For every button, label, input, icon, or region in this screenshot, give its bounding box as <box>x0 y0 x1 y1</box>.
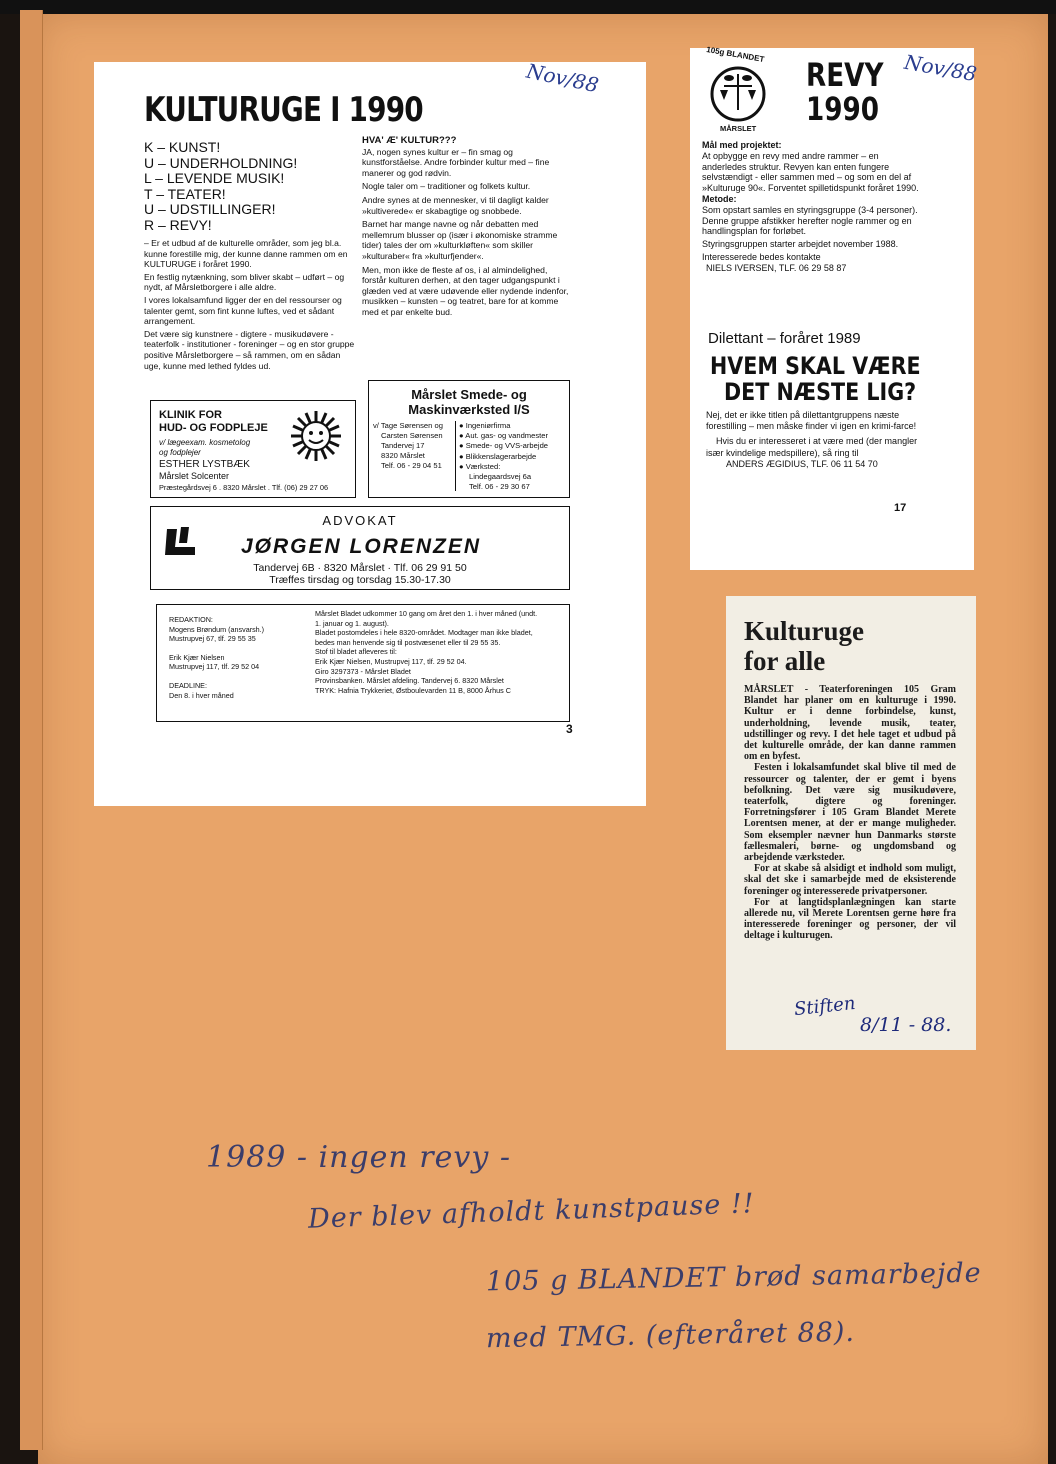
ad-line: og fodplejer <box>159 448 201 457</box>
colophon-line: 1. januar og 1. august). <box>315 618 389 628</box>
ad-line: Telf. 06 - 29 30 67 <box>469 482 530 492</box>
intro-column <box>144 238 356 371</box>
ad-line: ● Værksted: <box>459 461 501 471</box>
kulturuge-clipping <box>94 58 646 806</box>
headline: Kulturuge <box>744 616 865 646</box>
bullet-icon: ● <box>459 451 466 461</box>
paragraph: – Er et udbud af de kulturelle områder, som jeg bl.a. kunne forestille mig, der kunne danne rammen om en KULTURUGE i foråret 1990. <box>144 238 348 270</box>
paragraph: Andre synes at de mennesker, vi til dagligt kalder »kultiverede« er skabagtige og snobbede. <box>362 194 549 216</box>
revy-year: 1990 <box>806 90 880 128</box>
colophon-line <box>169 644 264 653</box>
bullet-icon: ● <box>459 421 466 430</box>
acrostic-line: R – REVY! <box>144 216 212 233</box>
smede-ad <box>368 380 570 498</box>
date-note: 8/11 - 88. <box>860 1014 952 1036</box>
ad-line: v/ Tage Sørensen og <box>373 421 443 430</box>
ad-title: KLINIK FOR <box>159 409 222 421</box>
colophon-left <box>169 615 264 700</box>
ad-title: HUD- OG FODPLEJE <box>159 422 268 434</box>
headline: for alle <box>744 646 826 676</box>
ad-line: ● Blikkenslagerarbejde <box>459 451 537 461</box>
method-heading: Metode: <box>702 193 737 204</box>
smede-contact <box>373 421 443 471</box>
colophon-line: Den 8. i hver måned <box>169 690 234 700</box>
colophon-line: TRYK: Hafnia Trykkeriet, Østboulevarden 11 B, 8000 Århus C <box>315 685 511 695</box>
paragraph: MÅRSLET - Teaterforeningen 105 Gram Blandet har planer om en kulturuge i 1990. Kultur er i denne forbindelse, kunst, underholdning, levende musik, teater, udstillinger og revy. I det hele taget et udbud på det kulturelle område, der kan danne rammen om en byfest. <box>744 684 956 763</box>
contact-name: ANDERS ÆGIDIUS, TLF. 06 11 54 70 <box>726 458 878 469</box>
handwritten-line: Der blev afholdt kunstpause !! <box>307 1188 756 1235</box>
ad-line: v/ lægeexam. kosmetolog <box>159 438 251 447</box>
clipping-title: KULTURUGE I 1990 <box>144 90 423 130</box>
acrostic-line: U – UDSTILLINGER! <box>144 201 276 217</box>
contact-text: Interesserede bedes kontakte <box>702 251 821 262</box>
ad-address: Tandervej 6B · 8320 Mårslet · Tlf. 06 29 91 50 <box>253 562 467 574</box>
bullet-icon: ● <box>459 441 466 451</box>
colophon-line: Bladet postomdeles i hele 8320-området. Modtager man ikke bladet, <box>315 628 533 638</box>
smede-divider <box>455 421 456 491</box>
handwritten-line: 1989 - ingen revy - <box>206 1140 511 1175</box>
newspaper-clipping <box>726 596 976 1050</box>
ad-line: Lindegaardsvej 6a <box>469 472 532 482</box>
column-heading: HVA' Æ' KULTUR??? <box>362 135 457 146</box>
ad-line: Tandervej 17 <box>381 441 425 450</box>
acrostic-line: U – UNDERHOLDNING! <box>144 154 298 171</box>
paragraph: For at langtidsplanlægningen kan starte allerede nu, vil Merete Lorentsen gerne høre fra interesserede foreninger og personer, der vil deltage i kulturugen. <box>744 896 956 942</box>
acrostic-line: L – LEVENDE MUSIK! <box>144 170 285 186</box>
dilettant-heading: Dilettant – foråret 1989 <box>708 330 861 347</box>
contact-name: NIELS IVERSEN, TLF. 06 29 58 87 <box>706 262 847 273</box>
paragraph: Hvis du er interesseret i at være med (der mangler især kvindelige medspillere), så ring til <box>706 436 918 458</box>
ad-place: Mårslet Solcenter <box>159 471 230 481</box>
source-note: Stiften <box>793 992 857 1021</box>
revy-clipping <box>690 44 979 570</box>
paragraph: En festlig nytænkning, som bliver skabt – udført – og nydt, af Mårsletborgere i alle aldre. <box>144 271 345 293</box>
ad-line: Telf. 06 - 29 04 51 <box>381 461 442 470</box>
colophon-line: Mustrupvej 117, tlf. 29 52 04 <box>169 662 260 672</box>
paragraph: Det være sig kunstnere - digtere - musikudøvere - teaterfolk - institutioner - foreninger – og en stor gruppe positive Mårsletborgere – så rammen, om en sådan uge, kunne med lethed fyldes ud. <box>144 328 355 371</box>
colophon-line: Stof til bladet afleveres til: <box>315 647 397 657</box>
acrostic-line: T – TEATER! <box>144 185 226 202</box>
colophon-line: Mustrupvej 67, tlf. 29 55 35 <box>169 634 256 644</box>
ad-title: Mårslet Smede- og <box>411 387 527 402</box>
ad-line: ● Aut. gas- og vandmester <box>459 431 549 441</box>
advokat-ad <box>150 506 570 590</box>
paragraph: Men, mon ikke de fleste af os, i al almindelighed, forstår kulturen derhen, at den tager udgangspunkt i glæden ved at være udøvende eller nydende indenfor, musikken – kunsten – og teatret, bare for at komme med et par enkelte bud. <box>362 264 569 317</box>
revy-body <box>702 140 922 274</box>
colophon-box <box>156 604 570 722</box>
page-number: 3 <box>566 722 573 736</box>
ad-address: Præstegårdsvej 6 . 8320 Mårslet . Tlf. (06) 29 27 06 <box>159 483 329 492</box>
ad-hours: Træffes tirsdag og torsdag 15.30-17.30 <box>269 574 451 586</box>
revy-title: REVY <box>806 56 884 94</box>
ad-name: JØRGEN LORENZEN <box>241 535 482 558</box>
ad-line: 8320 Mårslet <box>381 451 425 460</box>
acrostic-line: K – KUNST! <box>144 139 221 155</box>
paragraph: Festen i lokalsamfundet skal blive til med de ressourcer og talenter, der er gemt i byens befolkning. Det være sig musikudøvere, teaterfolk, digtere og foreninger. Forretningsfører i 105 Gram Blandet Merete Lorentsen mener, at der er mange muligheder. Som eksempler nævner hun Danmarks største fællesmaleri, børne- og ungdomsband og arbejdende værksteder. <box>744 762 956 864</box>
paragraph: Barnet har mange navne og når debatten med mellemrum blusser op (især i økonomiske stramme tider) tales der om »kulturkløften« som skiller »kulturaber« fra »kulturfjender«. <box>362 219 558 261</box>
paragraph: Nogle taler om – traditioner og folkets kultur. <box>362 181 531 192</box>
colophon-line: Erik Kjær Nielsen, Mustrupvej 117, tlf. 29 52 04. <box>315 656 467 666</box>
colophon-line: DEADLINE: <box>169 680 207 690</box>
big-headline: HVEM SKAL VÆRE <box>710 352 921 380</box>
acrostic-list <box>144 140 297 233</box>
colophon-line: Mogens Brøndum (ansvarsh.) <box>169 624 265 634</box>
date-note: Nov/88 <box>902 49 979 87</box>
paragraph: For at skabe så alsidigt et indhold som muligt, skal det ske i samarbejde med de eksisterende foreninger og interesserede privatpersoner. <box>744 863 956 897</box>
ad-line: ● Ingeniørfirma <box>459 421 511 430</box>
handwritten-line: 105 g BLANDET brød samarbejde <box>485 1257 982 1298</box>
handwritten-line: med TMG. (efteråret 88). <box>485 1316 856 1355</box>
colophon-line <box>169 672 264 681</box>
ad-name: ESTHER LYSTBÆK <box>159 459 250 470</box>
colophon-line: Giro 3297373 - Mårslet Bladet <box>315 666 411 676</box>
method-text: Som opstart samles en styringsgruppe (3-4 personer). Denne gruppe afstikker herefter nogle rammer og en handlingsplan for forløbet. <box>702 204 918 237</box>
colophon-right <box>315 609 565 695</box>
colophon-line: bedes man henvende sig til postvæsenet eller til 29 55 35. <box>315 637 501 647</box>
colophon-line: Mårslet Bladet udkommer 10 gang om året den 1. i hver måned (undt. <box>315 609 538 618</box>
logo-text-bottom: MÅRSLET <box>720 124 757 133</box>
page-number: 17 <box>894 502 907 514</box>
bullet-icon: ● <box>459 461 466 471</box>
ad-label: ADVOKAT <box>322 513 398 528</box>
smede-services <box>459 421 548 492</box>
date-note: Nov/88 <box>524 58 601 98</box>
ad-line: Carsten Sørensen <box>381 431 443 440</box>
start-text: Styringsgruppen starter arbejdet november 1988. <box>702 239 899 250</box>
aim-heading: Mål med projektet: <box>702 140 782 150</box>
dilettant-body <box>706 410 934 470</box>
bullet-icon: ● <box>459 431 466 441</box>
culture-column <box>362 136 572 318</box>
ad-title: Maskinværksted I/S <box>408 402 530 417</box>
paragraph: JA, nogen synes kultur er – fin smag og kunstforståelse. Andre forbinder kultur med – fine manerer og god rødvin. <box>362 146 550 178</box>
colophon-line: REDAKTION: <box>169 615 213 624</box>
colophon-line: Provinsbanken. Mårslet afdeling. Tandervej 6. 8320 Mårslet <box>315 676 504 686</box>
logo-text-top: 105g BLANDET <box>705 44 766 65</box>
page-edge-stack <box>20 10 43 1450</box>
aim-text: At opbygge en revy med andre rammer – en anderledes struktur. Revyen kan enten fungere selvstændigt - eller sammen med – og som en del af »Kulturuge 90«. Forventet spilletidspunkt foråret 1990. <box>702 150 919 194</box>
colophon-line: Erik Kjær Nielsen <box>169 652 225 662</box>
scanner-edge <box>0 0 1056 14</box>
sun-logo-icon <box>289 409 343 463</box>
ad-line: ● Smede- og VVS-arbejde <box>459 441 549 451</box>
paragraph: Nej, det er ikke titlen på dilettantgruppens næste forestilling – men måske finder vi igen en krimi-farce! <box>706 410 917 432</box>
paragraph: I vores lokalsamfund ligger der en del ressourser og talenter gemt, som fint kunne luftes, ved et sådant arrangement. <box>144 294 342 327</box>
article-body <box>744 684 956 942</box>
big-headline: DET NÆSTE LIG? <box>724 378 917 406</box>
advokat-logo-icon <box>161 525 201 559</box>
klinik-ad <box>150 400 356 498</box>
